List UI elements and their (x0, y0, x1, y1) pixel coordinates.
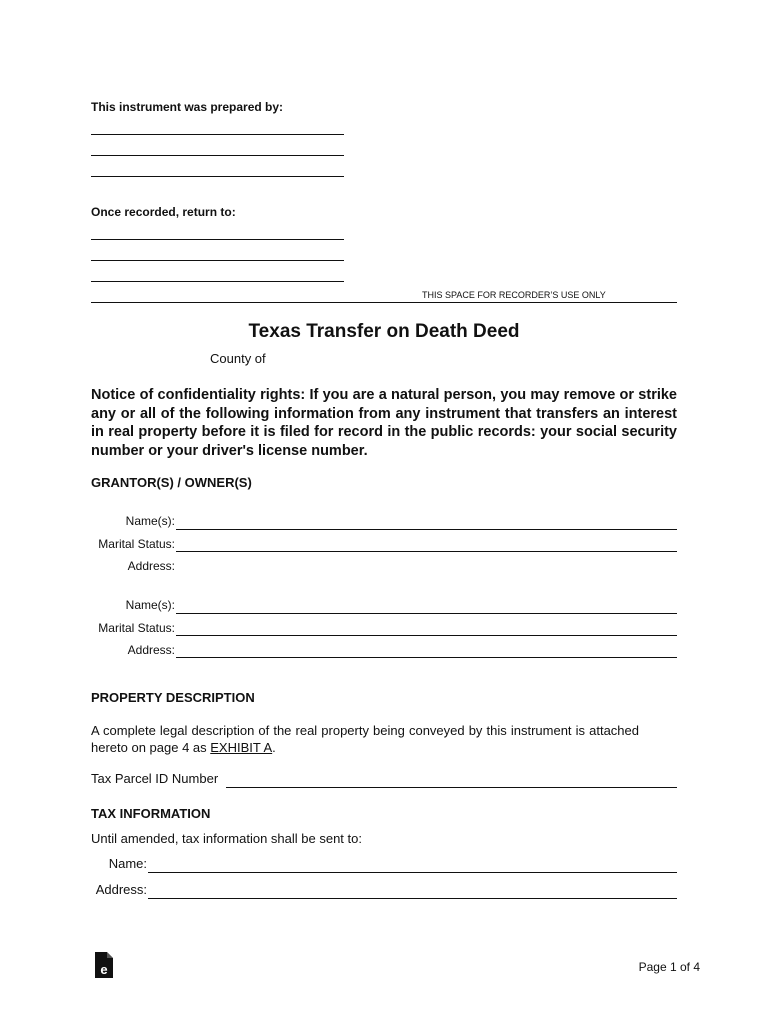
grantor-1-marital-field[interactable] (176, 551, 677, 552)
grantor-2-address-field[interactable] (176, 657, 677, 658)
grantor-heading: GRANTOR(S) / OWNER(S) (91, 475, 252, 490)
return-to-line-3[interactable] (91, 281, 344, 282)
grantor-1-address-label: Address: (127, 559, 175, 573)
property-heading: PROPERTY DESCRIPTION (91, 690, 255, 705)
tax-name-label: Name: (108, 856, 147, 871)
county-label: County of (210, 351, 266, 366)
return-to-line-2[interactable] (91, 260, 344, 261)
confidentiality-notice: Notice of confidentiality rights: If you are a natural person, you may remove or strike any or all of the following information from any instrument that transfers an interest in real property before it is filed for record in the public records: your social security number or your driver's license number. (91, 387, 677, 459)
grantor-1-name-field[interactable] (176, 529, 677, 530)
property-text-end: . (272, 740, 276, 755)
exhibit-a-link[interactable]: EXHIBIT A (210, 740, 273, 755)
svg-text:e: e (100, 962, 108, 977)
tax-heading: TAX INFORMATION (91, 806, 211, 821)
grantor-2-name-field[interactable] (176, 613, 677, 614)
tax-name-field[interactable] (148, 872, 677, 873)
tax-address-label: Address: (95, 882, 147, 897)
tax-parcel-label: Tax Parcel ID Number (91, 771, 219, 786)
prepared-by-line-3[interactable] (91, 176, 344, 177)
grantor-1-marital-label: Marital Status: (98, 537, 175, 551)
e-file-logo-icon (93, 951, 115, 979)
property-description (91, 722, 639, 756)
grantor-2-marital-label: Marital Status: (98, 621, 175, 635)
return-to-line-1[interactable] (91, 239, 344, 240)
recorder-note: THIS SPACE FOR RECORDER’S USE ONLY (422, 290, 606, 300)
grantor-1-name-label: Name(s): (125, 514, 175, 528)
prepared-by-line-1[interactable] (91, 134, 344, 135)
tax-intro: Until amended, tax information shall be sent to: (91, 831, 362, 846)
page-title: Texas Transfer on Death Deed (248, 321, 520, 342)
page-number: Page 1 of 4 (638, 960, 700, 974)
tax-parcel-field[interactable] (226, 787, 677, 788)
prepared-by-line-2[interactable] (91, 155, 344, 156)
recorder-divider (91, 302, 677, 303)
return-to-label: Once recorded, return to: (91, 205, 236, 219)
prepared-by-label: This instrument was prepared by: (91, 100, 284, 114)
grantor-2-address-label: Address: (127, 643, 175, 657)
tax-address-field[interactable] (148, 898, 677, 899)
grantor-2-marital-field[interactable] (176, 635, 677, 636)
property-text: A complete legal description of the real property being conveyed by this instrument is attached hereto on page 4 as (91, 723, 639, 755)
grantor-2-name-label: Name(s): (125, 598, 175, 612)
